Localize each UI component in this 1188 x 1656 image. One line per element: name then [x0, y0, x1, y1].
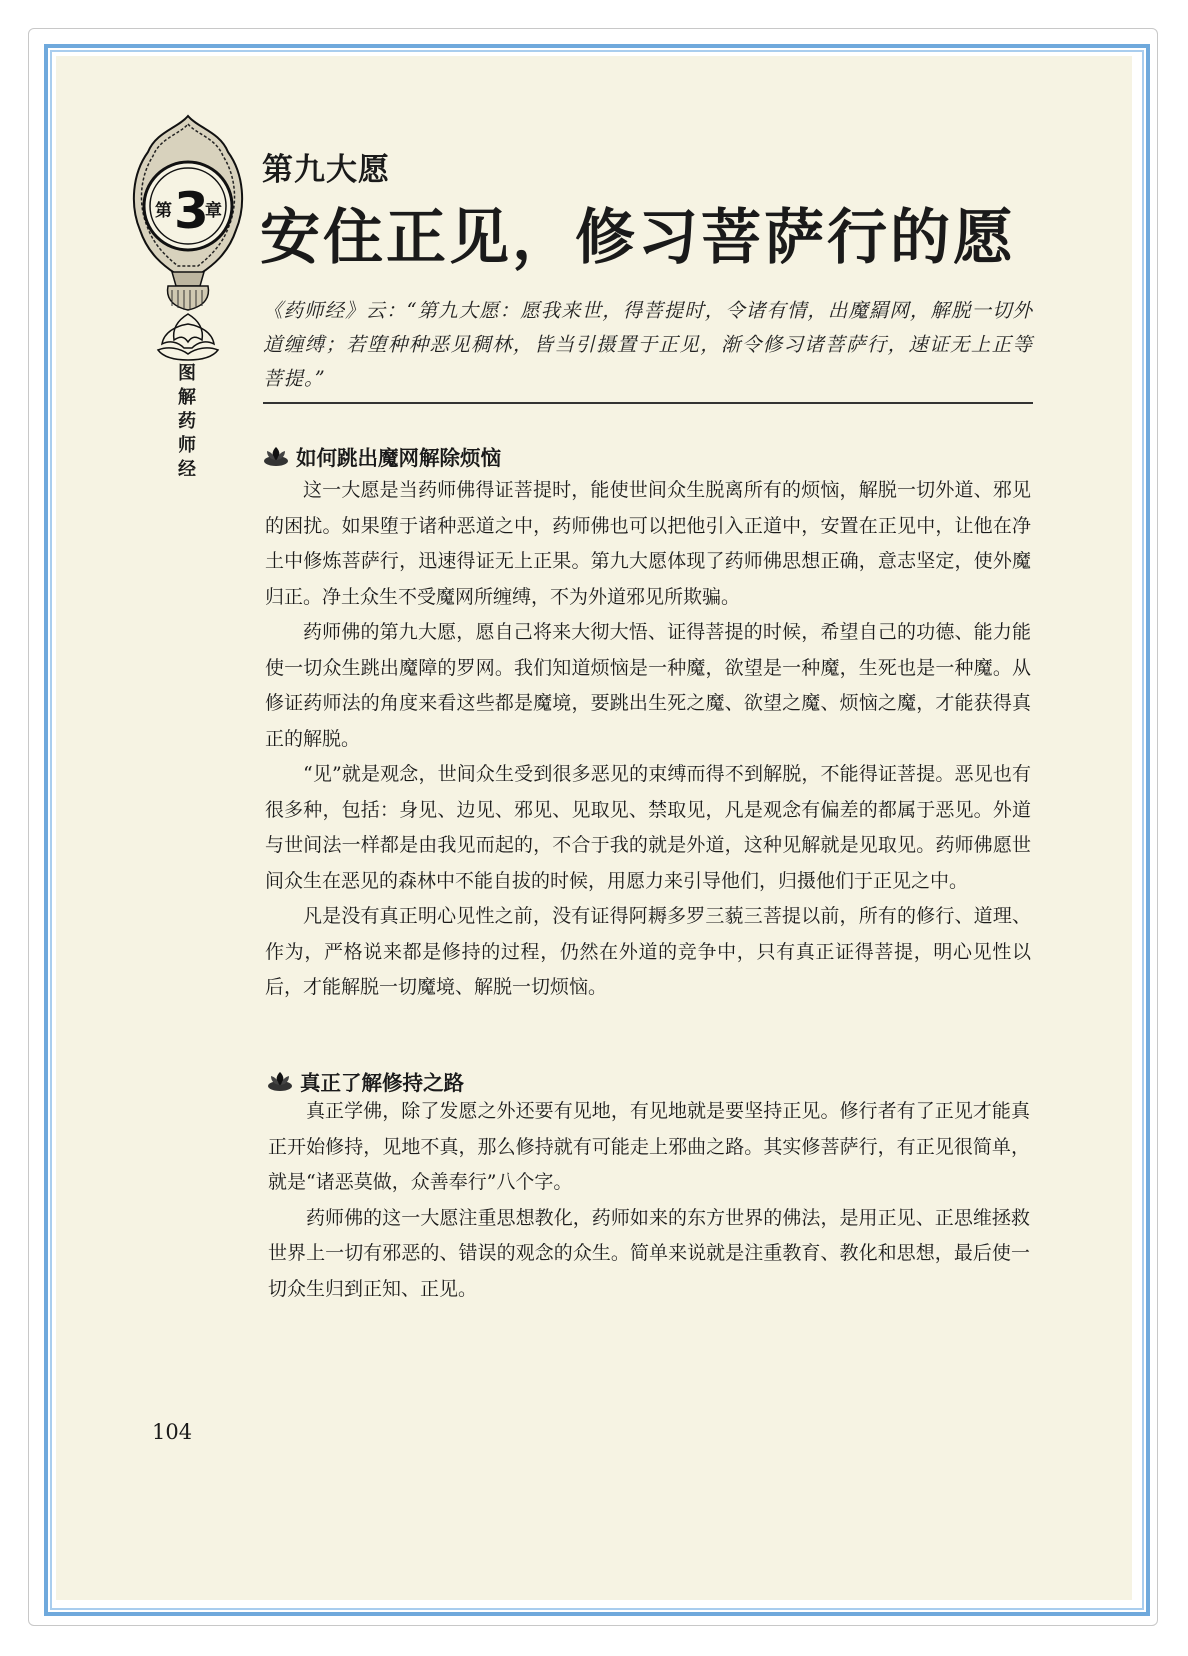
- paragraph: “见”就是观念，世间众生受到很多恶见的束缚而得不到解脱，不能得证菩提。恶见也有很多种，包括：身见、边见、邪见、见取见、禁取见，凡是观念有偏差的都属于恶见。外道与世间法一样都是由我见而起的，不合于我的就是外道，这种见解就是见取见。药师佛愿世间众生在恶见的森林中不能自拔的时候，用愿力来引导他们，归摄他们于正见之中。: [265, 763, 1031, 892]
- paragraph: 这一大愿是当药师佛得证菩提时，能使世间众生脱离所有的烦恼，解脱一切外道、邪见的困扰。如果堕于诸种恶道之中，药师佛也可以把他引入正道中，安置在正见中，让他在净土中修炼菩萨行，迅速得证无上正果。第九大愿体现了药师佛思想正确，意志坚定，使外魔归正。净土众生不受魔网所缠缚，不为外道邪见所欺骗。: [265, 479, 1031, 608]
- chapter-title: 安住正见，修习菩萨行的愿: [260, 203, 1016, 273]
- section-heading-text: 真正了解修持之路: [300, 1071, 464, 1095]
- chapter-badge-prefix: 第: [155, 201, 172, 221]
- section-body-1: [265, 473, 1031, 1006]
- book-side-title: [172, 362, 202, 482]
- sutra-quote: 《药师经》云：“第九大愿：愿我来世，得菩提时，令诸有情，出魔羂网，解脱一切外道缠缚；若堕种种恶见稠林，皆当引摄置于正见，渐令修习诸菩萨行，速证无上正等菩提。”: [263, 299, 1033, 390]
- paragraph: 药师佛的第九大愿，愿自己将来大彻大悟、证得菩提的时候，希望自己的功德、能力能使一切众生跳出魔障的罗网。我们知道烦恼是一种魔，欲望是一种魔，生死也是一种魔。从修证药师法的角度来看这些都是魔境，要跳出生死之魔、欲望之魔、烦恼之魔，才能获得真正的解脱。: [265, 621, 1031, 750]
- side-title-char: 药: [178, 411, 196, 432]
- side-title-char: 图: [178, 363, 196, 384]
- lotus-icon: [262, 445, 290, 467]
- paragraph: 药师佛的这一大愿注重思想教化，药师如来的东方世界的佛法，是用正见、正思维拯救世界上一切有邪恶的、错误的观念的众生。简单来说就是注重教育、教化和思想，最后使一切众生归到正知、正见。: [268, 1206, 1030, 1300]
- quote-divider: [263, 402, 1033, 404]
- section-heading-1: [262, 441, 501, 471]
- section-body-2: [268, 1094, 1030, 1307]
- side-title-char: 经: [178, 459, 196, 480]
- section-heading-text: 如何跳出魔网解除烦恼: [296, 446, 501, 470]
- page-number: 104: [152, 1420, 193, 1444]
- section-heading-2: [266, 1066, 464, 1096]
- side-title-char: 师: [178, 435, 196, 456]
- ornate-chapter-emblem-icon: [128, 114, 248, 384]
- paragraph: 凡是没有真正明心见性之前，没有证得阿耨多罗三藐三菩提以前，所有的修行、道理、作为，严格说来都是修持的过程，仍然在外道的竞争中，只有真正证得菩提，明心见性以后，才能解脱一切魔境、解脱一切烦恼。: [265, 905, 1031, 998]
- side-title-char: 解: [178, 387, 196, 408]
- chapter-badge-suffix: 章: [205, 201, 222, 221]
- chapter-badge-number: 3: [174, 182, 209, 240]
- vow-number-heading: 第九大愿: [262, 152, 390, 188]
- paragraph: 真正学佛，除了发愿之外还要有见地，有见地就是要坚持正见。修行者有了正见才能真正开始修持，见地不真，那么修持就有可能走上邪曲之路。其实修菩萨行，有正见很简单，就是“诸恶莫做，众善奉行”八个字。: [268, 1100, 1030, 1193]
- lotus-icon: [266, 1070, 294, 1092]
- book-page: [56, 56, 1132, 1600]
